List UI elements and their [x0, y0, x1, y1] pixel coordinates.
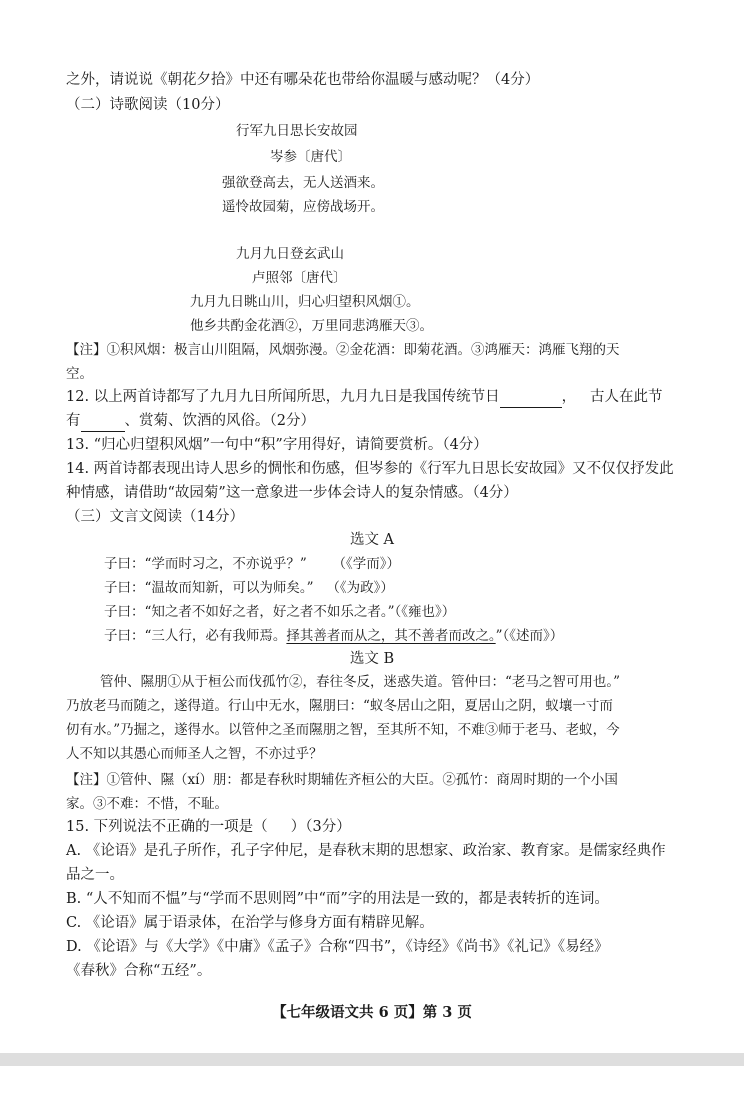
bottom-gray-strip [0, 1053, 744, 1066]
question-13: 13. “归心归望积风烟”一句中“积”字用得好，请简要赏析。（4分） [66, 437, 488, 453]
poem-title: 行军九日思长安故园 [236, 123, 358, 139]
answer-blank[interactable] [500, 387, 562, 408]
passage-line: 人不知以其愚心而师圣人之智，不亦过乎？ [66, 746, 323, 762]
option-d: 《春秋》合称“五经”。 [66, 963, 212, 979]
text-a-title: 选文 A [349, 532, 395, 548]
question-15: 15. 下列说法不正确的一项是（ ）（3分） [66, 819, 351, 835]
passage-line: 乃放老马而随之，遂得道。行山中无水，隰朋曰：“蚁冬居山之阳，夏居山之阴，蚁壤一寸而 [66, 698, 613, 714]
poem-author: 卢照邻〔唐代〕 [252, 270, 347, 286]
passage-line: 管仲、隰朋①从于桓公而伐孤竹②，春往冬反，迷惑失道。管仲曰：“老马之智可用也。” [100, 674, 621, 690]
section-heading: （三）文言文阅读（14分） [66, 509, 244, 525]
poem-author: 岑参〔唐代〕 [270, 149, 351, 165]
analects-quote: 子曰：“温故而知新，可以为师矣。” （《为政》） [104, 580, 394, 596]
poem-title: 九月九日登玄武山 [236, 246, 344, 262]
option-a: A. 《论语》是孔子所作，孔子字仲尼，是春秋末期的思想家、政治家、教育家。是儒家经典作 [66, 843, 666, 859]
text-b-title: 选文 B [349, 651, 395, 667]
question-14: 14. 两首诗都表现出诗人思乡的惆怅和伤感，但岑参的《行军九日思长安故园》又不仅仅抒发此 [66, 461, 674, 477]
annotation: 【注】①管仲、隰（xí）朋：都是春秋时期辅佐齐桓公的大臣。②孤竹：商周时期的一个小国 [66, 772, 618, 788]
question-14: 种情感，请借助“故园菊”这一意象进一步体会诗人的复杂情感。（4分） [66, 485, 518, 501]
poem-line: 遥怜故园菊，应傍战场开。 [222, 199, 384, 215]
annotation: 【注】①积风烟：极言山川阻隔，风烟弥漫。②金花酒：即菊花酒。③鸿雁天：鸿雁飞翔的天 [66, 342, 620, 358]
passage-line: 仞有水。”乃掘之，遂得水。以管仲之圣而隰朋之智，至其所不知，不难③师于老马、老蚁，今 [66, 722, 620, 738]
poem-line: 强欲登高去，无人送酒来。 [222, 175, 384, 191]
answer-blank[interactable] [81, 411, 125, 432]
q11-continuation: 之外，请说说《朝花夕拾》中还有哪朵花也带给你温暖与感动呢？（4分） [66, 72, 540, 88]
option-d: D. 《论语》与《大学》《中庸》《孟子》合称“四书”，《诗经》《尚书》《礼记》《易经》 [66, 939, 609, 955]
option-c: C. 《论语》属于语录体，在治学与修身方面有精辟见解。 [66, 915, 434, 931]
question-12: 12. 以上两首诗都写了九月九日所闻所思，九月九日是我国传统节日 ， 古人在此节 [66, 387, 663, 408]
poem-line: 九月九日眺山川，归心归望积风烟①。 [190, 294, 420, 310]
option-a: 品之一。 [66, 867, 124, 883]
analects-quote: 子曰：“学而时习之，不亦说乎？” （《学而》） [104, 556, 401, 572]
option-b: B. “人不知而不愠”与“学而不思则罔”中“而”字的用法是一致的，都是表转折的连词。 [66, 891, 609, 907]
section-heading: （二）诗歌阅读（10分） [66, 97, 230, 113]
underlined-sentence: 择其善者而从之，其不善者而改之。 [286, 628, 496, 644]
annotation: 家。③不难：不惜，不耻。 [66, 796, 228, 812]
page-footer: 【七年级语文共 6 页】第 3 页 [272, 1004, 472, 1021]
annotation: 空。 [66, 366, 93, 382]
question-12: 有 、赏菊、饮酒的风俗。（2分） [66, 411, 315, 432]
poem-line: 他乡共酌金花酒②，万里同悲鸿雁天③。 [190, 318, 433, 334]
analects-quote: 子曰：“知之者不如好之者，好之者不如乐之者。”（《雍也》） [104, 604, 456, 620]
analects-quote: 子曰：“三人行，必有我师焉。择其善者而从之，其不善者而改之。”（《述而》） [104, 628, 564, 644]
